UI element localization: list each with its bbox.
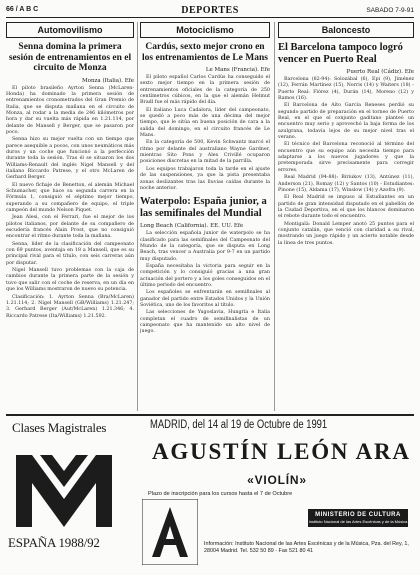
ad-series-title: Clases Magistrales [12,420,107,435]
headline-senna: Senna domina la primera sesión de entrenamientos en el circuito de Monza [8,42,132,73]
ad-instrument: «VIOLÍN» [247,473,307,487]
paragraph: Los españoles se enfrentarán en semifinales al ganador del partido entre Estados Unidos y la Unión Soviética, uno de los favoritos al título. [140,290,270,308]
article-body [278,77,414,247]
headline-cardus: Cardús, sexto mejor crono en los entrenamientos de Le Mans [142,42,268,63]
ministry-badge [308,509,408,527]
paragraph: Senna hizo su mejor vuelta con un tiempo que parece asequible a pocos, con unos neumáticos más duros y un coche que funcionó a la perfección durante toda la sesión. Tras él se situaron los dos Williams-Renault del inglés Nigel Mansell y del italiano Riccardo Patrese, y el otro McLaren de Gerhard Berger. [6,137,134,181]
dateline-le-mans: Le Mans (Francia). Efe [205,67,270,73]
dateline-long-beach: Long Beach (California). EE. UU. Efe [140,223,244,230]
column-rule [274,22,275,411]
paragraph: Barcelona (82-94): Solozábal (6), Epi (9), Jiménez (12), Ferrán Martínez (15), Norris (14) y Waiters (18) - Puerto Real: Flórez (4), Durán (14), Moreno (12) y Ramos (16). [278,77,414,102]
zigzag-logo-icon [16,455,112,527]
ad-schedule: Plazo de inscripción para los cursos hasta el 7 de Octubre [148,491,293,497]
concert-advertisement [6,414,414,569]
article-motociclismo [140,22,270,411]
paragraph: Real Madrid (94-88): Biriukov (13), Antúnez (11), Anderson (21), Romay (12) y Santos (10) - Estudiantes: Pinone (15), Aldama (17), Winslow (14) y Azofra (9). [278,175,414,193]
ministry-name: MINISTERIO DE CULTURA [315,512,401,518]
article-body [6,86,134,320]
ad-date-location: MADRID, del 14 al 19 de Octubre de 1991 [150,419,328,431]
paragraph: En la categoría de 500, Kevin Schwantz marcó el ritmo por delante del australiano Wayne Gardner, mientras Sito Pons y Alex Crivillé ocuparon posiciones discretas en la mitad de la parrilla. [140,140,270,165]
article-body [140,231,270,336]
headline-waterpolo: Waterpolo: España junior, a las semifinales del Mundial [140,196,267,219]
issue-date: SABADO 7-9-91 [366,7,414,14]
article-automovilismo [6,22,134,411]
paragraph: El Barcelona de Aíto García Reneses perdió su segundo partido de preparación en el torneo de Puerto Real, en el que el conjunto gaditano planteó un encuentro muy serio y aprovechó la baja forma de los azulgrana, todavía lejos de su mejor nivel tras el verano. [278,103,414,141]
page-number: 66 / A B C [6,6,39,13]
paragraph: Jean Alesi, con el Ferrari, fue el mejor de los pilotos italianos, por delante de su compañero de escudería francés Alain Prost, que no consiguió encontrar el ritmo durante toda la mañana. [6,215,134,240]
dateline-monza: Monza (Italia). Efe [82,77,134,84]
page-header [6,6,414,18]
section-box-baloncesto: Baloncesto [278,22,414,38]
ad-contact-info: Información: Instituto Nacional de las Artes Escénicas y de la Música, Pza. del Rey, 1, 28004 Madrid. Tel. 532 50 89 · Fax 521 80 41 [204,541,409,554]
article-body [140,75,270,192]
column-rule [137,22,138,411]
ad-branding [6,419,134,569]
headline-barcelona: El Barcelona tampoco logró vencer en Puerto Real [278,42,403,65]
paragraph: El italiano Luca Cadalora, líder del campeonato, se quedó a poco más de una décima del mejor tiempo, que le sitúa en buena posición de cara a la salida del domingo, en el circuito francés de Le Mans. [140,107,270,139]
dateline-puerto-real: Puerto Real (Cádiz). Efe [346,69,414,75]
paragraph: Los equipos trabajaron toda la tarde en el ajuste de las suspensiones, ya que la pista presentaba zonas deslizantes tras las lluvias caídas durante la noche anterior. [140,166,270,191]
paragraph: La selección española junior de waterpolo se ha clasificado para las semifinales del Campeonato del Mundo de la categoría, que se disputa en Long Beach, tras vencer a Australia por 9-7 en un partido muy disputado. [140,231,270,262]
paragraph: El piloto español Carlos Cardús ha conseguido el sexto mejor tiempo en la primera sesión de entrenamientos oficiales de la categoría de 250 centímetros cúbicos, en la que el alemán Helmut Bradl fue el más rápido del día. [140,75,270,106]
paragraph: Las selecciones de Yugoslavia, Hungría e Italia completan el cuadro de semifinalistas de un campeonato que ha mantenido un alto nivel de juego. [140,310,270,335]
section-box-automovilismo: Automovilismo [6,22,134,38]
paragraph: El Real Madrid se impuso al Estudiantes en un partido de gran intensidad disputado en el pabellón de la Ciudad Deportiva, en el que los blancos dominaron el rebote durante todo el encuentro. [278,195,414,220]
paragraph: El piloto brasileño Ayrton Senna (McLaren-Honda) ha dominado la primera sesión de entrenamientos cronometrados del Gran Premio de Italia, que se disputa mañana en el circuito de Monza, al rodar a la media de 246 kilómetros por hora y dar su vuelta más rápida en 1.21.114, por delante de Mansell y Berger, que se pasaron por poco. [6,85,134,135]
section-box-motociclismo: Motociclismo [140,22,270,38]
paragraph: El nuevo fichaje de Benetton, el alemán Michael Schumacher, que hace su segunda carrera en la Fórmula 1, consiguió el séptimo mejor tiempo, superando a su compañero de equipo, el triple campeón del mundo Nelson Piquet. [6,182,134,214]
a-monogram-icon [142,499,198,565]
paragraph: Nigel Mansell tuvo problemas con la caja de cambios durante la primera parte de la sesión y tuvo que salir con el coche de reserva, en un día en que los Williams mostraron de nuevo su potencia. [6,268,134,293]
article-baloncesto [278,22,414,411]
paragraph: Senna, líder de la clasificación del campeonato con 69 puntos, aventaja en 18 a Mansell, que es su principal rival para el título, con seis carreras aún por disputar. [6,241,134,266]
ad-years: ESPAÑA 1988/92 [8,535,100,550]
paragraph: Montigalà: Donald Lemper anotó 25 puntos para el conjunto catalán, que venció con claridad a su rival, mostrando un juego rápido y un acierto notable desde la línea de tres puntos. [278,221,414,246]
section-title: DEPORTES [181,5,239,16]
paragraph: Clasificación: 1. Ayrton Senna (Bra/McLaren) 1.21.114; 2. Nigel Mansell (GB/Williams) 1.21.247; 3. Gerhard Berger (Aut/McLaren) 1.21.346; 4. Riccardo Patrese (Ita/Williams) 1.21.592. [6,294,134,319]
paragraph: El técnico del Barcelona reconoció al término del encuentro que su equipo aún necesita tiempo para adaptarse a los nuevos jugadores y que la pretemporada sirve precisamente para corregir errores. [278,142,414,173]
ad-artist-name: AGUSTÍN LEÓN ARA [152,439,411,464]
ministry-subtitle: Instituto Nacional de las Artes Escénicas y de la Música [308,519,408,524]
ad-details [140,419,414,569]
paragraph: España necesitaba la victoria para seguir en la competición y lo consiguió gracias a una gran actuación del portero y a los goles conseguidos en el último periodo del encuentro. [140,263,270,288]
